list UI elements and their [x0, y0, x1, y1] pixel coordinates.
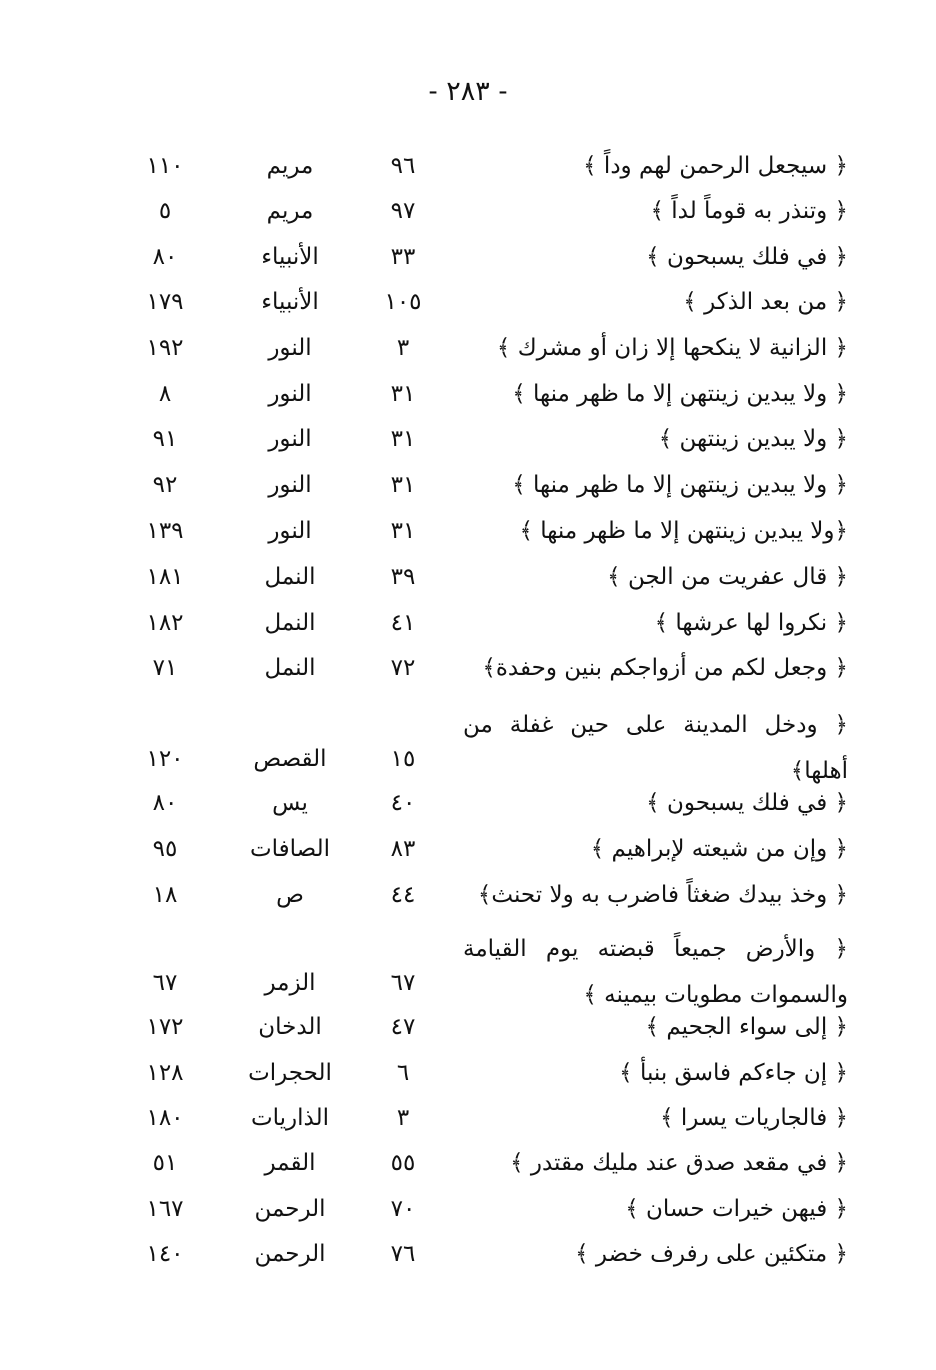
surah-name: النور — [268, 335, 312, 361]
ayah-number: ٣٩ — [390, 564, 416, 590]
page-ref: ٩١ — [152, 426, 178, 452]
verse-text: ﴿ وإن من شيعته لإبراهيم ﴾ — [590, 836, 848, 862]
ayah-number: ٧٦ — [390, 1241, 416, 1267]
page-ref: ١٨١ — [146, 564, 184, 590]
verse-text: ﴿ متكئين على رفرف خضر ﴾ — [575, 1241, 848, 1267]
page-ref: ٥ — [158, 198, 172, 224]
page-ref: ٧١ — [152, 655, 178, 681]
page-ref: ٦٧ — [152, 970, 178, 996]
verse-text: ﴿ ولا يبدين زينتهن إلا ما ظهر منها ﴾ — [512, 472, 848, 498]
ayah-number: ٤٤ — [390, 882, 416, 908]
page-ref: ١٩٢ — [146, 335, 184, 361]
page-ref: ١٢٨ — [146, 1060, 184, 1086]
verse-text: ﴿ إن جاءكم فاسق بنبأ ﴾ — [619, 1060, 848, 1086]
verse-text: ﴿ ولا يبدين زينتهن ﴾ — [658, 426, 848, 452]
verse-text: ﴿ ولا يبدين زينتهن إلا ما ظهر منها ﴾ — [512, 381, 848, 407]
surah-name: النمل — [264, 564, 316, 590]
page-ref: ٥١ — [152, 1150, 178, 1176]
ayah-number: ٧٢ — [390, 655, 416, 681]
surah-name: مريم — [266, 198, 314, 224]
surah-name: النمل — [264, 610, 316, 636]
ayah-number: ٤٧ — [390, 1014, 416, 1040]
surah-name: القصص — [253, 746, 327, 772]
ayah-number: ٩٧ — [390, 198, 416, 224]
surah-name: الأنبياء — [261, 244, 319, 270]
ayah-number: ٤٠ — [390, 790, 416, 816]
ayah-number: ٧٠ — [390, 1196, 416, 1222]
page-ref: ١٨٠ — [146, 1105, 184, 1131]
ayah-number: ٦ — [396, 1060, 410, 1086]
page-ref: ٨٠ — [152, 790, 178, 816]
page-ref: ١٧٢ — [146, 1014, 184, 1040]
page-ref: ١١٠ — [146, 153, 184, 179]
surah-name: النور — [268, 518, 312, 544]
page-ref: ١٧٩ — [146, 289, 184, 315]
page-ref: ١٢٠ — [146, 746, 184, 772]
ayah-number: ١٥ — [390, 746, 416, 772]
page-ref: ٩٥ — [152, 836, 178, 862]
ayah-number: ٨٣ — [390, 836, 416, 862]
page-number: - ٢٨٣ - — [428, 76, 508, 107]
ayah-number: ٦٧ — [390, 970, 416, 996]
verse-text: ﴿ قال عفريت من الجن ﴾ — [607, 564, 848, 590]
verse-text: ﴿ في فلك يسبحون ﴾ — [646, 244, 848, 270]
ayah-number: ٣ — [396, 1105, 410, 1131]
ayah-number: ١٠٥ — [384, 289, 422, 315]
ayah-number: ٤١ — [390, 610, 416, 636]
ayah-number: ٩٦ — [390, 153, 416, 179]
verse-text: ﴿ والأرض جميعاً قبضته يوم القيامة والسموات مطويات بيمينه ﴾ — [463, 936, 848, 1008]
ayah-number: ٣١ — [390, 381, 416, 407]
surah-name: الحجرات — [248, 1060, 332, 1086]
surah-name: النور — [268, 472, 312, 498]
surah-name: الذاريات — [250, 1105, 330, 1131]
surah-name: الصافات — [249, 836, 330, 862]
page-ref: ١٦٧ — [146, 1196, 184, 1222]
page-ref: ٩٢ — [152, 472, 178, 498]
verse-text: ﴿ وخذ بيدك ضغثاً فاضرب به ولا تحنث﴾ — [477, 882, 848, 908]
verse-text: ﴿ من بعد الذكر ﴾ — [683, 289, 848, 315]
ayah-number: ٣١ — [390, 472, 416, 498]
verse-text: ﴿ فيهن خيرات حسان ﴾ — [625, 1196, 848, 1222]
ayah-number: ٣٣ — [390, 244, 416, 270]
verse-text: ﴿ في مقعد صدق عند مليك مقتدر ﴾ — [510, 1150, 848, 1176]
surah-name: الرحمن — [254, 1196, 326, 1222]
surah-name: النور — [268, 426, 312, 452]
verse-text: ﴿ إلى سواء الجحيم ﴾ — [645, 1014, 848, 1040]
ayah-number: ٣١ — [390, 518, 416, 544]
surah-name: القمر — [264, 1150, 316, 1176]
verse-text: ﴿ نكروا لها عرشها ﴾ — [654, 610, 848, 636]
page-ref: ٨٠ — [152, 244, 178, 270]
page-ref: ١٨ — [152, 882, 178, 908]
ayah-number: ٣١ — [390, 426, 416, 452]
verse-text: ﴿ ودخل المدينة على حين غفلة من أهلها﴾ — [463, 712, 848, 784]
surah-name: مريم — [266, 153, 314, 179]
surah-name: النمل — [264, 655, 316, 681]
ayah-number: ٣ — [396, 335, 410, 361]
surah-name: الدخان — [258, 1014, 322, 1040]
verse-text: ﴿ فالجاريات يسرا ﴾ — [660, 1105, 848, 1131]
surah-name: يس — [272, 790, 308, 816]
verse-text: ﴿ولا يبدين زينتهن إلا ما ظهر منها ﴾ — [519, 518, 848, 544]
verse-text: ﴿ الزانية لا ينكحها إلا زان أو مشرك ﴾ — [496, 335, 848, 361]
page-ref: ٨ — [158, 381, 172, 407]
ayah-number: ٥٥ — [390, 1150, 416, 1176]
surah-name: الأنبياء — [261, 289, 319, 315]
surah-name: الزمر — [264, 970, 316, 996]
page-ref: ١٤٠ — [146, 1241, 184, 1267]
verse-text: ﴿ وجعل لكم من أزواجكم بنين وحفدة﴾ — [482, 655, 848, 681]
verse-text: ﴿ وتنذر به قوماً لداً ﴾ — [650, 198, 848, 224]
surah-name: النور — [268, 381, 312, 407]
surah-name: ص — [276, 882, 304, 908]
verse-text: ﴿ في فلك يسبحون ﴾ — [646, 790, 848, 816]
page-ref: ١٣٩ — [146, 518, 184, 544]
surah-name: الرحمن — [254, 1241, 326, 1267]
verse-text: ﴿ سيجعل الرحمن لهم وداً ﴾ — [583, 153, 848, 179]
page-ref: ١٨٢ — [146, 610, 184, 636]
